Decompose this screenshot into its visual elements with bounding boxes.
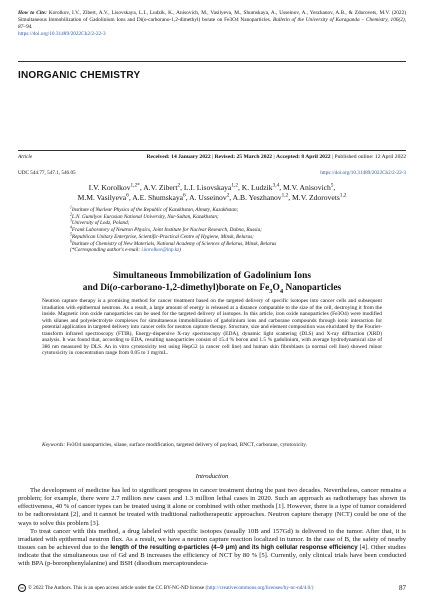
revised-date: Revised: 25 March 2022 xyxy=(214,154,273,160)
accepted-date: Accepted: 8 April 2022 xyxy=(276,154,331,160)
citation-block xyxy=(18,10,406,38)
affiliation-item: $^4$Frank Laboratory of Neutron Physics, Joint Institute for Nuclear Research, Dubna, Russia; xyxy=(70,225,262,234)
keywords xyxy=(42,442,382,449)
intro-paragraph-1: The development of medicine has led to significant progress in cancer treatment during the past two decades. Nevertheless, cancer remains a problem; for example, there were 2.7 million new cases and 1.3 million lethal cases in 2020. Such an approach as radiotherapy has shown its effectiveness, 40 % of cancer types can be treated using it alone or combined with other methods [1]. However, there is a type of tumor considered to be radioresistant [2], and it cannot be treated with traditional radiotherapeutic approaches. Neutron capture therapy (NCT) could be one of the ways to solve this problem [3]. xyxy=(18,487,406,527)
affiliations-block xyxy=(70,207,360,254)
author-list xyxy=(30,183,394,203)
affiliation-item: $^6$Institute of Chemistry of New Materials, National Academy of Sciences of Belarus, Minsk, Belarus xyxy=(70,238,277,247)
section-title: INORGANIC CHEMISTRY xyxy=(18,70,141,81)
intro-paragraph-2-start: To treat cancer with this method, a drug labeled with specific isotopes (usually 10B and 157Gd) is delivered to the tumor. After that, it is irradiated with epithermal neutron flux. As a result, we have a neutron capture reaction localized in tumor. In the case of B, the safety of nearby tissues can be achieved due to the xyxy=(18,527,406,552)
corresponding-email[interactable]: i.korolkov@inp.kz xyxy=(141,247,180,254)
license-link[interactable]: (http://creativecommons.org/licenses/by-nc-nd/4.0/) xyxy=(205,585,314,592)
paper-title xyxy=(40,271,384,294)
affiliation-item: $^3$University of Lodz, Poland; xyxy=(70,218,130,227)
affiliation-item: $^1$Institute of Nuclear Physics of the Republic of Kazakhstan, Almaty, Kazakhstan; xyxy=(70,205,239,213)
page-number: 87 xyxy=(399,584,406,592)
article-type-label: Article xyxy=(18,154,33,160)
introduction-heading: Introduction xyxy=(195,473,229,480)
citation-prefix: How to Cite: xyxy=(18,10,47,16)
author-line-2: M.M. Vasilyeva$^6$, A.E. Shumskaya$^6$, A. Usseinov$^2$, A.B. Yeszhanov$^{1,2}$, M.V. Zdorovets$^{1,2}$ xyxy=(77,192,347,203)
article-dates xyxy=(146,154,406,160)
intro-highlight: length of the resulting α-particles (4–9 μm) and its high cellular response efficiency xyxy=(110,544,358,552)
dates-separator: | xyxy=(212,154,215,160)
citation-doi-link[interactable]: https://doi.org/10.31489/2022Ch2/2-22-3 xyxy=(18,31,106,38)
license-statement: © 2022 The Authors. This is an open access article under the CC BY-NC-ND license xyxy=(28,585,205,592)
intro-paragraph-2 xyxy=(18,528,406,569)
meta-rule xyxy=(18,150,406,151)
intro-paragraph-2-end: [4]. Other studies indicate that the simultaneous use of Gd and B increases the efficiency of NCT by 80 % [5]. Currently, only clinical trials have been conducted with BPA (p-boronphenylalanine) and BSH (disodium mercaptoundeca- xyxy=(18,544,406,568)
introduction-body xyxy=(18,487,406,569)
license-text xyxy=(18,584,313,592)
paper-title-line-2: and Di(o-carborano-1,2-dimethyl)borate on $Fe_3O_4$ Nanoparticles xyxy=(82,282,342,295)
dates-separator: | xyxy=(331,154,335,160)
article-doi-link[interactable]: https://doi.org/10.31489/2022Ch2/2-22-3 xyxy=(320,170,406,176)
article-dates-row xyxy=(18,154,406,160)
paper-title-line-1: Simultaneous Immobilization of Gadolinium Ions xyxy=(113,271,311,281)
page-footer xyxy=(18,584,406,592)
header-rule xyxy=(18,61,406,62)
corresponding-author: (*Corresponding author's e-mail: i.korolkov@inp.kz) xyxy=(70,247,181,254)
citation-text: Korolkov, I.V., Zibert, A.V., Lisovskaya, L.I., Ludzik, K., Anisovich, M., Vasilyeva, M., Shumskaya, A., Usseinov, A., Yeszhanov, A.B., & Zdorovets, M.V. (2022) Simultaneous Immobilization of Gadolinium Ions and Di(o-carborano-1,2-dimethyl) borate on Fe3O4 Nanoparticles. xyxy=(18,10,406,24)
abstract: Neutron capture therapy is a promising method for cancer treatment based on the targeted delivery of specific isotopes into cancer cells and subsequent irradiation with epithermal neutrons. As a result, a large amount of energy is released at a distance comparable to the size of the cell, destroying it from the inside. Magnetic iron oxide nanoparticles can be used for the targeted delivery of isotopes. In this article, iron oxide nanoparticles (Fe3O4) were modified with silanes and polyelectrolyte complexes for simultaneous immobilization of gadolinium ions and carborane compounds through ionic interaction for potential application in targeted delivery into cancer cells for neutron capture therapy. Structure, size and element composition was elucidated by the Fourier-transform infrared spectroscopy (FTIR), Energy-dispersive X-ray spectroscopy (EDA), dynamic light scattering (DLS) and X-ray diffraction (XRD) analysis. It was found that, according to EDA, resulting nanoparticles consist of 15.4 % boron and 1.5 % gadolinium, with average hydrodynamical size of 386 nm measured by DLS. An in vitro cytotoxicity test using HepG2 (a cancer cell line) and human skin fibroblasts (a normal cell line) showed minor cytotoxicity in concentration range from 0.05 to 1 mg/mL. xyxy=(42,298,382,357)
udc-code: UDC 544.77, 547.1, 546.05 xyxy=(18,170,76,176)
cc-license-icon: cc xyxy=(18,584,26,592)
citation-journal: Bulletin of the University of Karaganda – Chemistry, 106(2), 87–94. xyxy=(18,17,406,31)
dates-separator: | xyxy=(273,154,277,160)
keywords-text: Fe3O4 nanoparticles, silane, surface modification, targeted delivery of payload, BNCT, carborane, cytotoxicity. xyxy=(65,442,307,448)
received-date: Received: 14 January 2022 xyxy=(146,154,211,160)
affiliation-item: $^2$L.N. Gumilyov Eurasian National University, Nur-Sultan, Kazakhstan; xyxy=(70,211,219,220)
published-date: Published online: 12 April 2022 xyxy=(334,154,406,160)
affiliation-item: $^5$Republican Unitary Enterprise, Scientific-Practical Centre of Hygiene, Minsk, Belarus; xyxy=(70,232,254,240)
keywords-label: Keywords: xyxy=(42,442,66,448)
author-line-1: I.V. Korolkov$^{1,2*}$, A.V. Zibert$^2$, L.I. Lisovskaya$^{1,2}$, K. Ludzik$^{3,4}$, M.V. Anisovich$^5$, xyxy=(88,182,336,192)
